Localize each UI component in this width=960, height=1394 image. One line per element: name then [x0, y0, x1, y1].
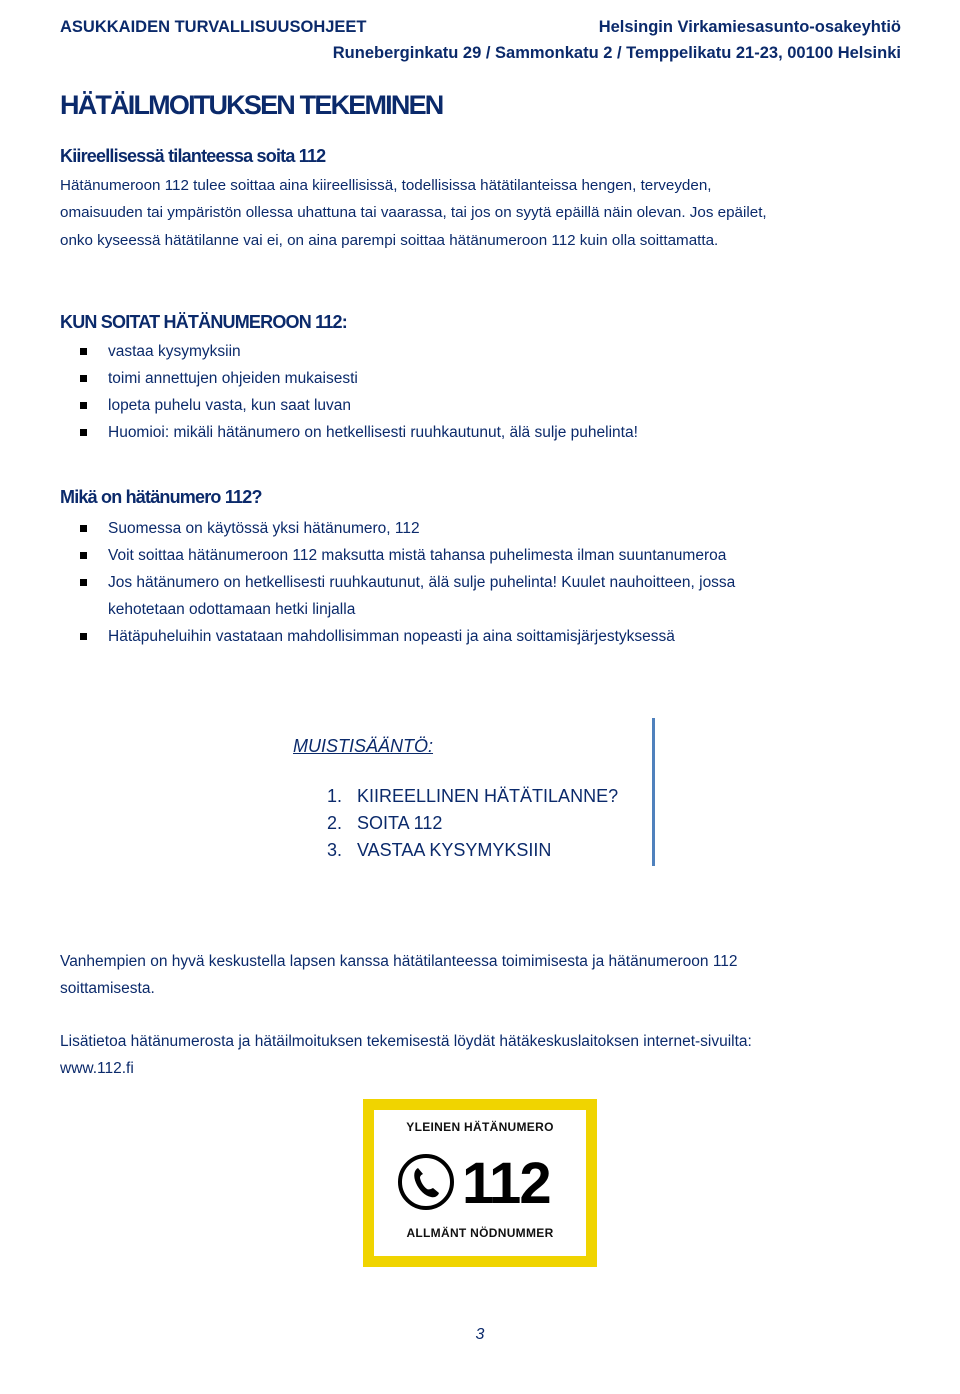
when-calling-list	[80, 338, 638, 446]
bullet-icon	[80, 579, 87, 586]
list-item: toimi annettujen ohjeiden mukaisesti	[80, 365, 638, 392]
parents-paragraph: Vanhempien on hyvä keskustella lapsen kanssa hätätilanteessa toimimisesta ja hätänumeroon 112 soittamisesta.	[60, 953, 738, 997]
bullet-icon	[80, 525, 87, 532]
list-item: lopeta puhelu vasta, kun saat luvan	[80, 392, 638, 419]
more-info-paragraph: Lisätietoa hätänumerosta ja hätäilmoituksen tekemisestä löydät hätäkeskuslaitoksen internet-sivuilta: www.112.fi	[60, 1028, 920, 1082]
sign-top-text: YLEINEN HÄTÄNUMERO	[406, 1120, 554, 1134]
website-link[interactable]: www.112.fi	[60, 1060, 134, 1077]
when-calling-heading: KUN SOITAT HÄTÄNUMEROON 112:	[60, 312, 347, 332]
urgent-paragraph	[60, 172, 910, 254]
phone-icon	[396, 1152, 456, 1212]
list-item: vastaa kysymyksiin	[80, 338, 638, 365]
what-is-list-cont	[80, 623, 675, 650]
rule-step: 2. SOITA 112	[327, 813, 443, 833]
header-address: Runeberginkatu 29 / Sammonkatu 2 / Temppelikatu 21-23, 00100 Helsinki	[332, 44, 901, 62]
urgent-line: onko kyseessä hätätilanne vai ei, on aina parempi soittaa hätänumeroon 112 kuin olla soittamatta.	[60, 231, 719, 249]
rule-steps	[327, 783, 618, 864]
bullet-icon	[80, 552, 87, 559]
emergency-number-sign	[363, 1099, 597, 1267]
bullet-icon	[80, 429, 87, 436]
page-title: HÄTÄILMOITUKSEN TEKEMINEN	[60, 90, 443, 120]
header-title: ASUKKAIDEN TURVALLISUUSOHJEET	[60, 18, 367, 36]
urgent-line: omaisuuden tai ympäristön ollessa uhattuna tai vaarassa, tai jos on syytä epäillä näin olevan. Jos epäilet,	[60, 204, 767, 222]
rule-heading: MUISTISÄÄNTÖ:	[293, 736, 434, 756]
bullet-icon	[80, 375, 87, 382]
rule-divider	[652, 718, 655, 866]
sign-number: 112	[462, 1151, 550, 1216]
bullet-icon	[80, 402, 87, 409]
bullet-icon	[80, 633, 87, 640]
list-item: Suomessa on käytössä yksi hätänumero, 112	[80, 515, 735, 542]
bullet-icon	[80, 348, 87, 355]
list-item: Hätäpuheluihin vastataan mahdollisimman nopeasti ja aina soittamisjärjestyksessä	[80, 623, 675, 650]
list-item: Voit soittaa hätänumeroon 112 maksutta mistä tahansa puhelimesta ilman suuntanumeroa	[80, 542, 735, 569]
header-company: Helsingin Virkamiesasunto-osakeyhtiö	[598, 18, 901, 36]
what-is-list	[80, 515, 735, 596]
what-is-heading: Mikä on hätänumero 112?	[60, 487, 262, 507]
rule-step: 1. KIIREELLINEN HÄTÄTILANNE?	[327, 786, 619, 806]
page-number: 3	[475, 1326, 485, 1343]
list-item: Jos hätänumero on hetkellisesti ruuhkautunut, älä sulje puhelinta! Kuulet nauhoitteen, jossa	[80, 569, 735, 596]
urgent-heading: Kiireellisessä tilanteessa soita 112	[60, 146, 326, 166]
urgent-line: Hätänumeroon 112 tulee soittaa aina kiireellisissä, todellisissa hätätilanteissa hengen, terveyden,	[60, 177, 712, 194]
sign-bottom-text: ALLMÄNT NÖDNUMMER	[406, 1226, 554, 1240]
rule-step: 3. VASTAA KYSYMYKSIIN	[327, 840, 552, 860]
list-item-continuation: kehotetaan odottamaan hetki linjalla	[108, 601, 356, 618]
list-item: Huomioi: mikäli hätänumero on hetkellisesti ruuhkautunut, älä sulje puhelinta!	[80, 419, 638, 446]
